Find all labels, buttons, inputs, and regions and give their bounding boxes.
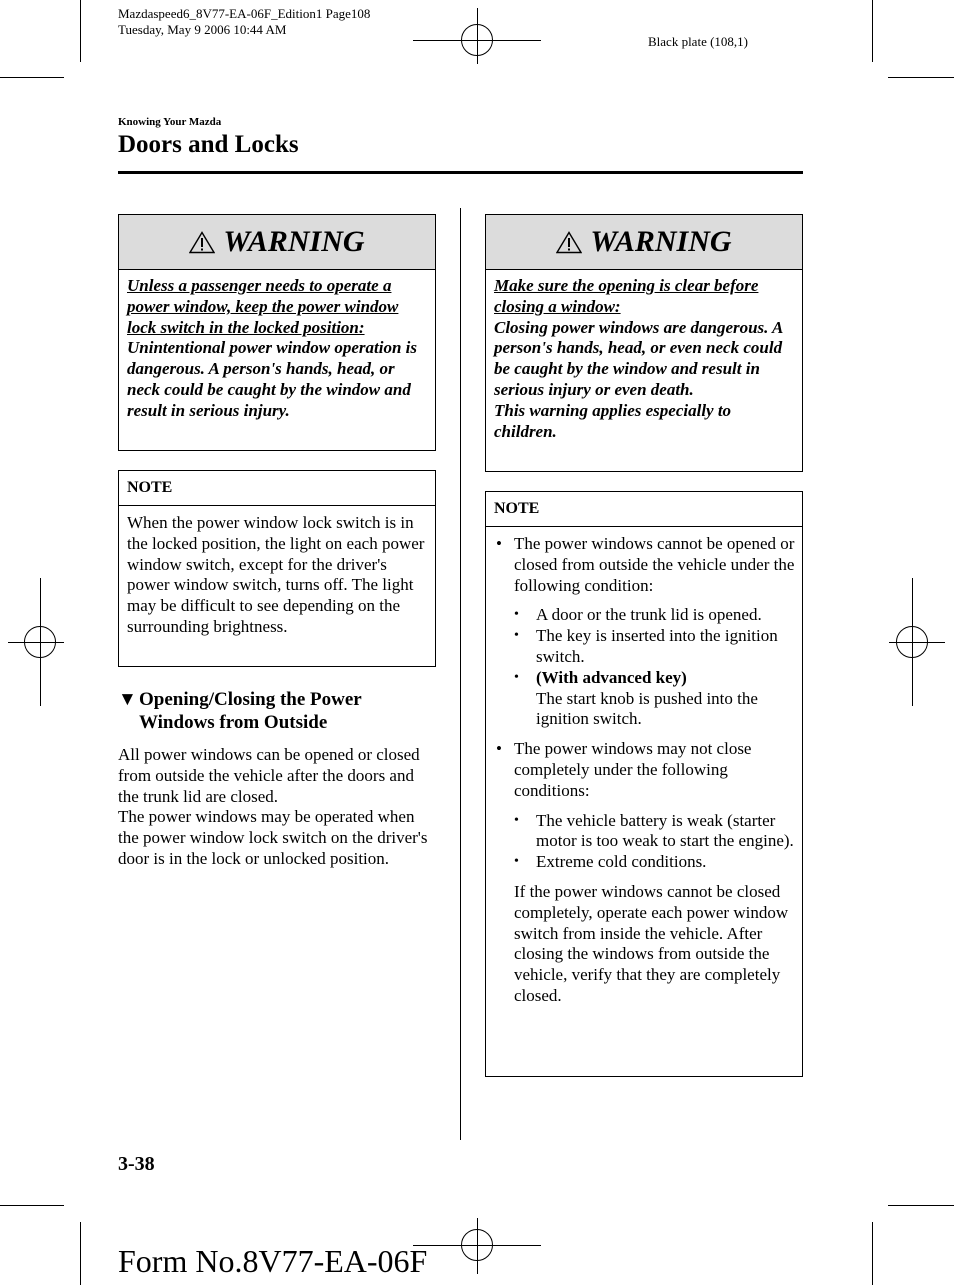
note2-b1-sub3-bold: (With advanced key) — [536, 667, 687, 687]
list-item — [494, 811, 796, 853]
subsection-para-1: All power windows can be opened or closed from outside the vehicle after the doors and the trunk lid are closed. — [118, 745, 420, 806]
sub-bullet-icon: • — [514, 607, 519, 623]
triangle-marker-icon: ▼ — [118, 689, 137, 710]
warning-box-2 — [485, 214, 803, 472]
list-item — [494, 626, 796, 668]
sub-bullet-icon: • — [514, 628, 519, 644]
column-divider — [460, 208, 461, 1140]
warning-header-1 — [119, 215, 435, 270]
warning-label-2: WARNING — [590, 225, 732, 258]
subsection-para-2: The power windows may be operated when the power window lock switch on the driver's door is in the lock or unlocked position. — [118, 807, 428, 868]
subsection-title: Opening/Closing the Power Windows from Outside — [139, 689, 362, 733]
bullet-icon: • — [496, 534, 502, 553]
note-text-1: When the power window lock switch is in the locked position, the light on each power window switch, except for the driver's power window switch, turns off. The light may be difficult to see depending on the surrounding brightness. — [127, 513, 425, 636]
warning-header-2 — [486, 215, 802, 270]
note2-b2-para: If the power windows cannot be closed completely, operate each power window switch from inside the vehicle. After closing the windows from outside the vehicle, verify that they are completely closed. — [514, 881, 789, 1005]
note2-b1-sub3: The start knob is pushed into the ignition switch. — [536, 688, 758, 729]
list-item — [494, 605, 796, 626]
warning-triangle-icon — [556, 231, 582, 254]
warning-lead-2: Make sure the opening is clear before closing a window: — [494, 276, 759, 316]
warning-triangle-icon — [189, 231, 215, 254]
print-header-line2: Tuesday, May 9 2006 10:44 AM — [118, 22, 287, 37]
title-rule — [118, 171, 803, 174]
note2-bullet-2: The power windows may not close completely under the following conditions: — [514, 739, 752, 800]
bullet-icon: • — [496, 739, 502, 759]
print-header-line1: Mazdaspeed6_8V77-EA-06F_Edition1 Page108 — [118, 6, 371, 21]
form-number: Form No.8V77-EA-06F — [118, 1243, 428, 1279]
note2-b1-sub2: The key is inserted into the ignition switch. — [536, 626, 778, 666]
note2-b2-sub1: The vehicle battery is weak (starter motor is too weak to start the engine). — [536, 810, 794, 851]
note2-bullet-1: The power windows cannot be opened or closed from outside the vehicle under the following condition: — [514, 534, 795, 595]
note-box-1 — [118, 470, 436, 667]
print-header — [118, 6, 370, 38]
sub-bullet-icon: • — [514, 812, 519, 828]
list-item — [494, 534, 796, 596]
note-body-2 — [486, 527, 802, 1015]
page-title: Doors and Locks — [118, 131, 299, 158]
sub-bullet-icon: • — [514, 854, 519, 870]
warning-body-1 — [119, 270, 435, 430]
note2-b2-sub2: Extreme cold conditions. — [536, 852, 707, 872]
warning-box-1 — [118, 214, 436, 451]
warning-text-2b: This warning applies especially to children. — [494, 400, 732, 441]
section-label: Knowing Your Mazda — [118, 116, 222, 128]
list-item — [494, 739, 796, 801]
list-item — [494, 668, 796, 730]
list-item — [494, 852, 796, 873]
warning-label-1: WARNING — [223, 225, 365, 258]
subsection-body — [118, 745, 438, 870]
note2-b1-sub1: A door or the trunk lid is opened. — [536, 605, 762, 625]
page-number: 3-38 — [118, 1153, 155, 1175]
sub-bullet-icon: • — [514, 669, 519, 685]
warning-lead-1: Unless a passenger needs to operate a power window, keep the power window lock switch in the locked position: — [127, 276, 399, 337]
subsection-heading — [118, 688, 438, 734]
warning-text-2a: Closing power windows are dangerous. A person's hands, head, or even neck could be caught by the window and result in serious injury or even death. — [494, 317, 783, 399]
note-box-2 — [485, 491, 803, 1077]
warning-body-2 — [486, 270, 802, 450]
warning-text-1: Unintentional power window operation is dangerous. A person's hands, head, or neck could be caught by the window and result in serious injury. — [127, 338, 418, 420]
note-label-1: NOTE — [119, 471, 435, 506]
plate-label: Black plate (108,1) — [648, 34, 748, 49]
note-label-2: NOTE — [486, 492, 802, 527]
